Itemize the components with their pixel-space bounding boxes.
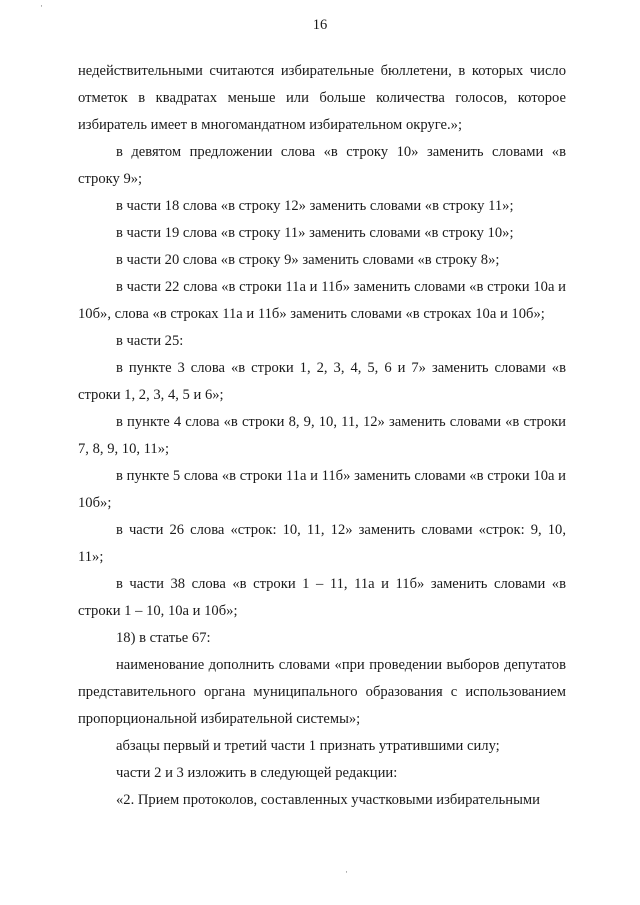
paragraph: в пункте 3 слова «в строки 1, 2, 3, 4, 5, 6 и 7» заменить словами «в строки 1, 2, 3, 4, 5 и 6»; [78,360,566,403]
paragraph: в части 38 слова «в строки 1 – 11, 11а и 11б» заменить словами «в строки 1 – 10, 10а и 10б»; [78,576,566,619]
paragraph: в части 25: [116,333,184,349]
scan-artifact-mark: · [40,1,43,11]
paragraph: в части 18 слова «в строку 12» заменить словами «в строку 11»; [116,198,514,214]
paragraph: 18) в статье 67: [116,630,211,646]
paragraph: в части 20 слова «в строку 9» заменить словами «в строку 8»; [116,252,500,268]
paragraph: части 2 и 3 изложить в следующей редакции: [116,765,398,781]
page-number: 16 [312,17,328,33]
paragraph: недействительными считаются избирательные бюллетени, в которых число отметок в квадратах меньше или больше количества голосов, которое избиратель имеет в многомандатном избирательном округе.»; [78,63,566,133]
paragraph: в части 22 слова «в строки 11а и 11б» заменить словами «в строки 10а и 10б», слова «в строках 11а и 11б» заменить словами «в строках 10а и 10б»; [78,279,566,322]
paragraph: в пункте 4 слова «в строки 8, 9, 10, 11, 12» заменить словами «в строки 7, 8, 9, 10, 11»; [78,414,566,457]
paragraph: в девятом предложении слова «в строку 10» заменить словами «в строку 9»; [78,144,566,187]
paragraph: наименование дополнить словами «при проведении выборов депутатов представительного органа муниципального образования с использованием пропорциональной избирательной системы»; [78,657,566,727]
scan-artifact-mark: · [345,867,348,877]
paragraph: абзацы первый и третий части 1 признать утратившими силу; [116,738,500,754]
paragraph: в части 19 слова «в строку 11» заменить словами «в строку 10»; [116,225,514,241]
paragraph: в пункте 5 слова «в строки 11а и 11б» заменить словами «в строки 10а и 10б»; [78,468,566,511]
paragraph: «2. Прием протоколов, составленных участковыми избирательными [116,792,540,808]
paragraph: в части 26 слова «строк: 10, 11, 12» заменить словами «строк: 9, 10, 11»; [78,522,566,565]
document-body [78,58,566,814]
